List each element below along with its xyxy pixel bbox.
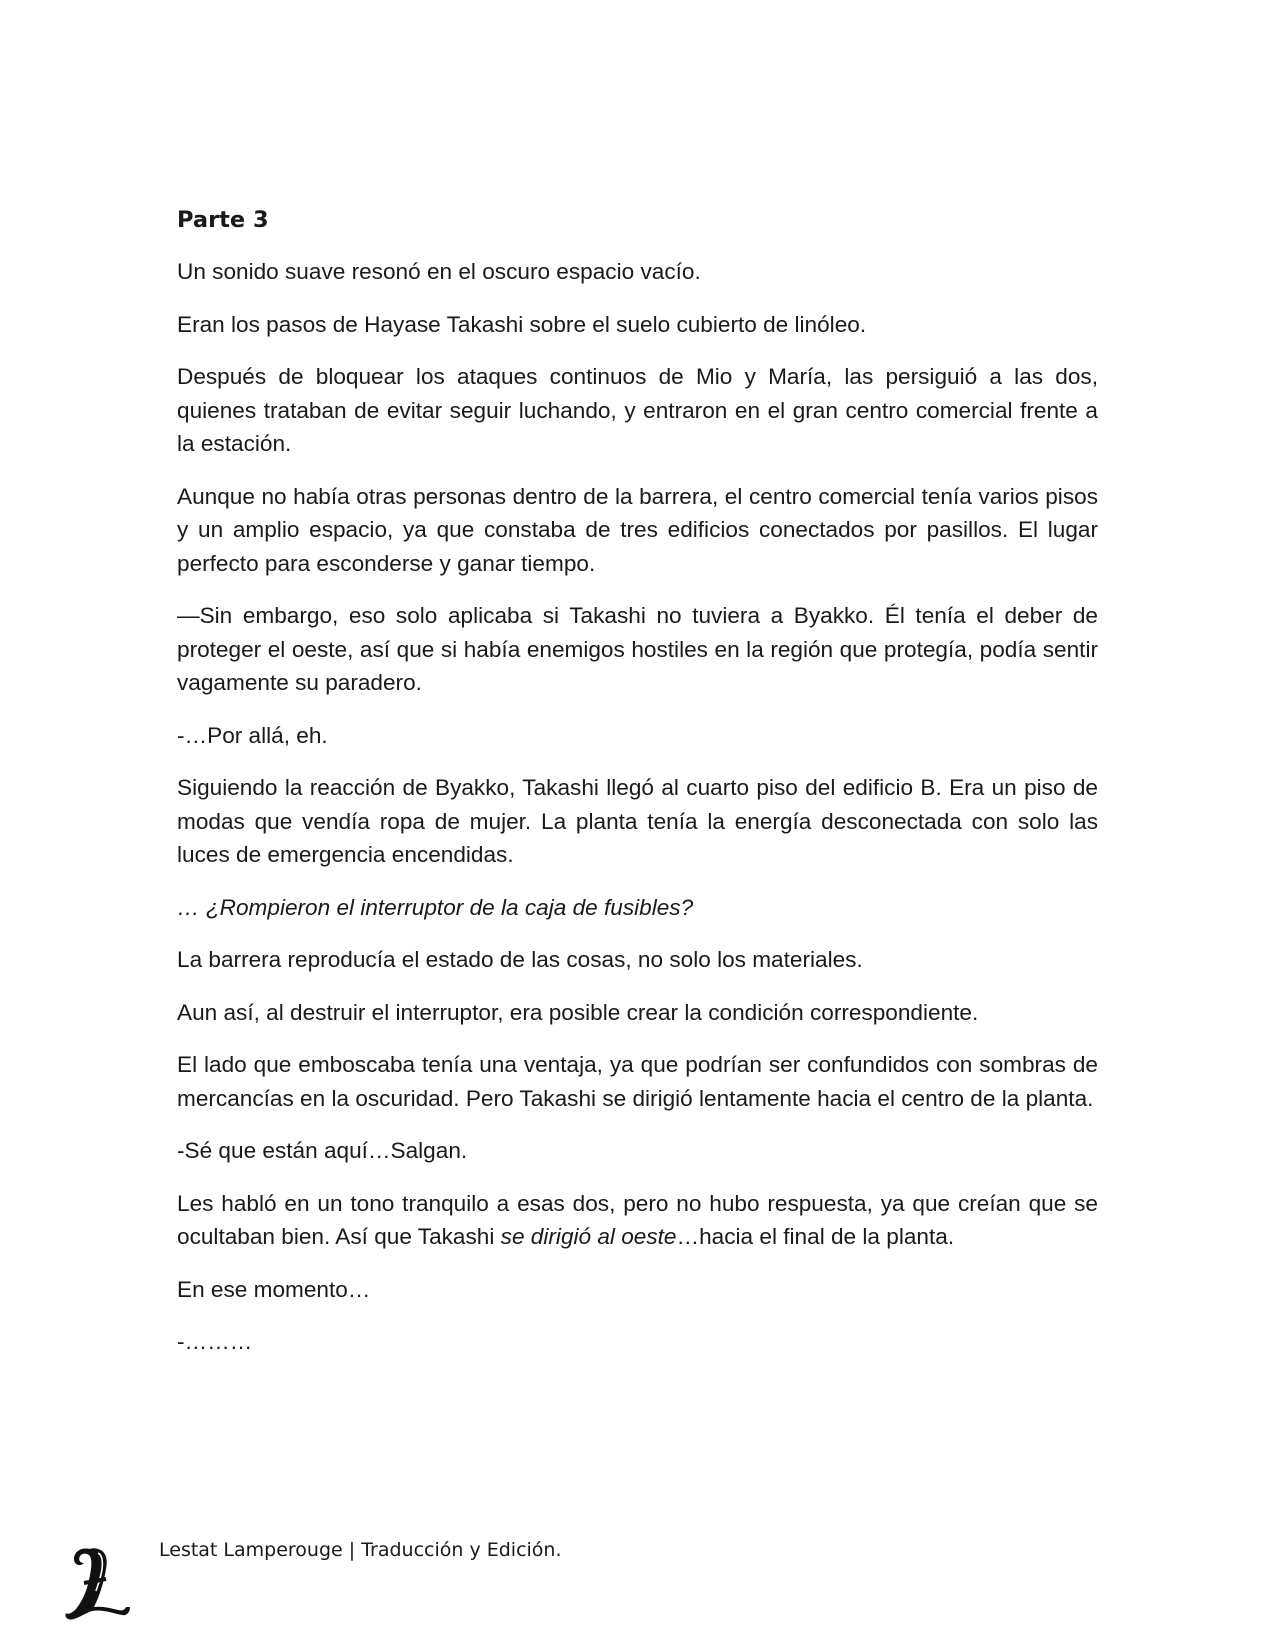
paragraph-11: El lado que emboscaba tenía una ventaja, ya que podrían ser confundidos con sombras de mercancías en la oscuridad. Pero Takashi se dirigió lentamente hacia el centro de la planta. <box>177 1052 1098 1111</box>
paragraph-6: -…Por allá, eh. <box>177 722 328 748</box>
footer-credit: Lestat Lamperouge | Traducción y Edición. <box>159 1539 562 1561</box>
page-footer <box>62 1535 762 1615</box>
paragraph-1: Un sonido suave resonó en el oscuro espacio vacío. <box>177 259 701 284</box>
paragraph-9: La barrera reproducía el estado de las cosas, no solo los materiales. <box>177 947 863 972</box>
paragraph-8-italic-thought: … ¿Rompieron el interruptor de la caja de fusibles? <box>177 894 694 920</box>
paragraph-2: Eran los pasos de Hayase Takashi sobre el suelo cubierto de linóleo. <box>177 311 867 337</box>
paragraph-7: Siguiendo la reacción de Byakko, Takashi llegó al cuarto piso del edificio B. Era un piso de modas que vendía ropa de mujer. La planta tenía la energía desconectada con solo las luces de emergencia encendidas. <box>177 775 1098 867</box>
paragraph-13-segment-3: …hacia el final de la planta. <box>676 1224 955 1249</box>
paragraph-14: En ese momento… <box>177 1276 371 1302</box>
paragraph-13-segment-2-italic: se dirigió al oeste <box>500 1224 677 1249</box>
paragraph-5: —Sin embargo, eso solo aplicaba si Takashi no tuviera a Byakko. Él tenía el deber de proteger el oeste, así que si había enemigos hostiles en la región que protegía, podía sentir vagamente su paradero. <box>177 603 1098 695</box>
paragraph-10: Aun así, al destruir el interruptor, era posible crear la condición correspondiente. <box>177 999 979 1025</box>
gothic-letter-l-logo-icon <box>62 1543 132 1623</box>
paragraph-15: -……… <box>177 1329 253 1354</box>
paragraph-4: Aunque no había otras personas dentro de la barrera, el centro comercial tenía varios pisos y un amplio espacio, ya que constaba de tres edificios conectados por pasillos. El lugar perfecto para esconderse y ganar tiempo. <box>177 483 1098 576</box>
document-body <box>177 204 1098 1378</box>
section-heading: Parte 3 <box>177 207 269 233</box>
paragraph-3: Después de bloquear los ataques continuos de Mio y María, las persiguió a las dos, quienes trataban de evitar seguir luchando, y entraron en el gran centro comercial frente a la estación. <box>177 364 1098 456</box>
paragraph-12: -Sé que están aquí…Salgan. <box>177 1138 468 1163</box>
paragraph-13-segment-1: Les habló en un tono tranquilo a esas dos, pero no hubo respuesta, ya que creían que se ocultaban bien. Así que Takashi <box>177 1190 1098 1249</box>
paragraph-13 <box>177 1187 1098 1254</box>
